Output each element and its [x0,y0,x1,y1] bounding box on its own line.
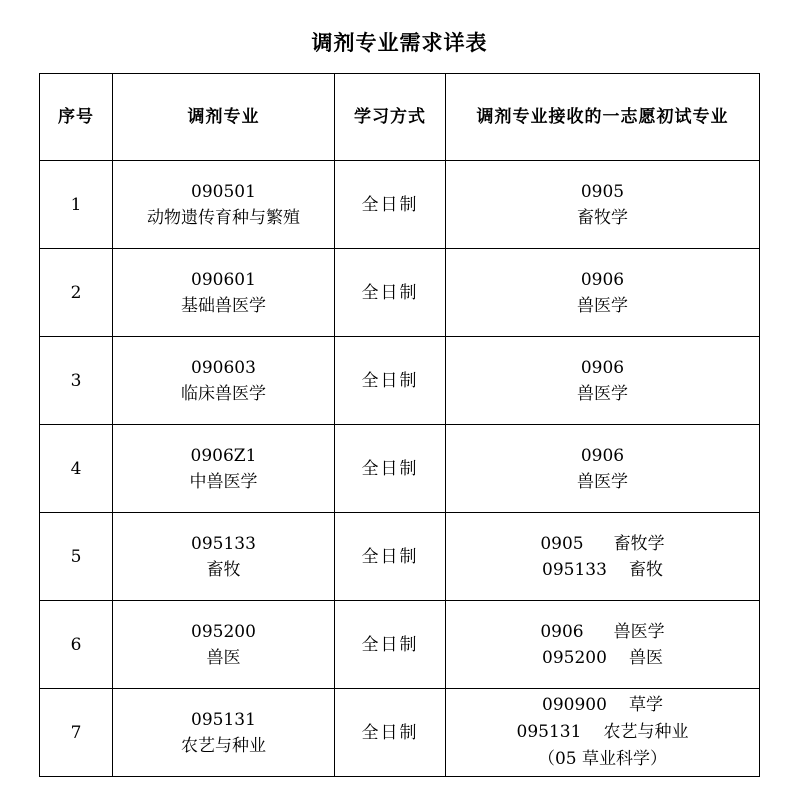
major-code: 095200 [191,621,256,642]
table-row [40,425,760,513]
table-header-row [40,74,760,161]
accepted-code: 0906 [580,269,625,290]
major-name: 临床兽医学 [181,383,266,404]
accepted-name: 畜牧 [628,559,663,580]
accepted-note: （05 草业科学） [537,749,668,769]
major-cell [113,249,335,337]
accepted-name: 兽医学 [577,383,628,404]
header-method: 学习方式 [335,74,446,161]
major-cell [113,513,335,601]
major-cell [113,601,335,689]
study-method: 全日制 [335,337,446,425]
accepted-code: 0906 [580,357,625,378]
row-number: 6 [40,601,113,689]
study-method: 全日制 [335,601,446,689]
major-name: 畜牧 [206,559,241,580]
accepted-name: 草学 [628,695,663,715]
accepted-name: 兽医学 [577,295,628,316]
table-row [40,689,760,777]
table-row [40,337,760,425]
major-name: 中兽医学 [189,471,258,492]
row-number: 3 [40,337,113,425]
major-code: 090501 [191,181,256,202]
accepted-name: 兽医学 [613,621,665,642]
study-method: 全日制 [335,249,446,337]
accepted-name: 兽医学 [577,471,628,492]
accepted-entry [446,557,759,583]
row-number: 2 [40,249,113,337]
accepted-entry [446,645,759,671]
accepted-name: 畜牧学 [577,207,628,228]
accepted-code: 095131 [516,722,582,742]
accepted-code: 0905 [540,533,584,554]
table-row [40,161,760,249]
major-name: 基础兽医学 [181,295,266,316]
accepted-name: 兽医 [628,647,663,668]
accepted-cell [446,425,760,513]
accepted-code: 090900 [542,695,607,715]
accepted-cell [446,513,760,601]
major-name: 动物遗传育种与繁殖 [147,207,300,228]
major-cell [113,689,335,777]
accepted-code: 0906 [540,621,584,642]
major-name: 农艺与种业 [181,735,266,756]
major-name: 兽医 [206,647,241,668]
table-row [40,249,760,337]
header-major: 调剂专业 [113,74,335,161]
header-accepted: 调剂专业接收的一志愿初试专业 [446,74,760,161]
major-cell [113,425,335,513]
accepted-name: 农艺与种业 [603,722,689,742]
study-method: 全日制 [335,425,446,513]
adjustment-table [39,73,760,777]
major-code: 090601 [191,269,256,290]
major-code: 095133 [191,533,256,554]
accepted-code: 0906 [580,445,625,466]
row-number: 5 [40,513,113,601]
document-title: 调剂专业需求详表 [311,31,488,55]
accepted-cell [446,689,760,777]
row-number: 4 [40,425,113,513]
study-method: 全日制 [335,513,446,601]
accepted-entry [446,719,759,746]
accepted-entry [446,619,759,645]
major-code: 090603 [191,357,256,378]
accepted-cell [446,337,760,425]
row-number: 7 [40,689,113,777]
accepted-code: 095133 [542,559,607,580]
major-cell [113,161,335,249]
table-row [40,513,760,601]
table-row [40,601,760,689]
accepted-code: 0905 [580,181,625,202]
accepted-code: 095200 [542,647,607,668]
accepted-cell [446,249,760,337]
accepted-entry [446,531,759,557]
major-code: 0906Z1 [190,445,257,466]
accepted-cell [446,601,760,689]
major-code: 095131 [191,709,256,730]
accepted-name: 畜牧学 [613,533,665,554]
header-no: 序号 [40,74,113,161]
accepted-cell [446,161,760,249]
study-method: 全日制 [335,689,446,777]
study-method: 全日制 [335,161,446,249]
major-cell [113,337,335,425]
accepted-entry [446,692,759,719]
row-number: 1 [40,161,113,249]
